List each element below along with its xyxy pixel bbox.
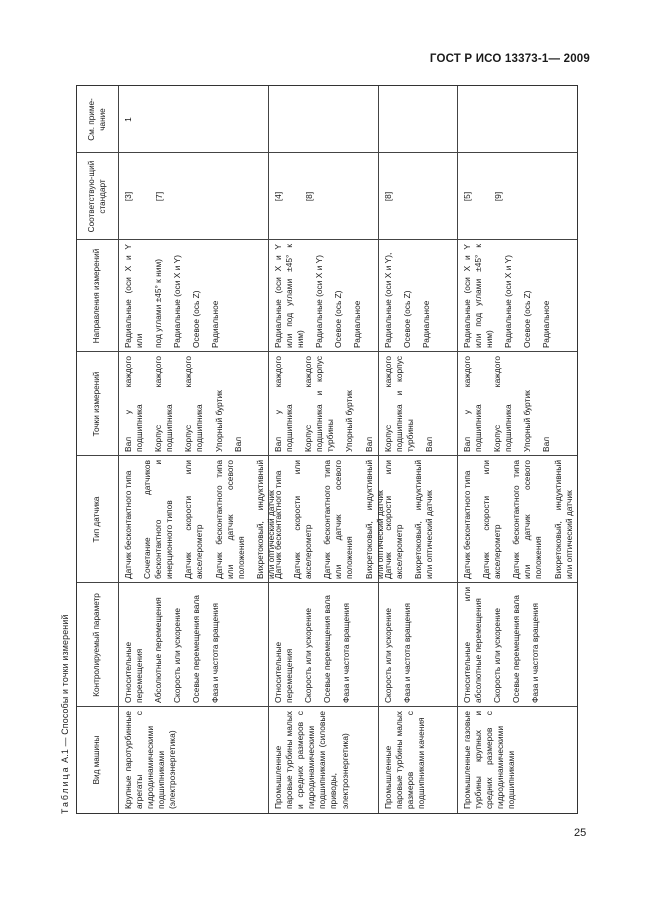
row-divider (457, 86, 458, 813)
param-item: Осевые перемещения вала (191, 595, 202, 703)
row2-sensors (271, 456, 396, 583)
param-item: Фаза и частота вращения (530, 603, 541, 703)
row3-directions (381, 240, 442, 352)
param-item: Скорость или ускорение (492, 607, 503, 703)
point-item: Упорный буртик (344, 390, 355, 452)
point-item: Вал (424, 436, 435, 452)
param-item: Относительные или абсолютные перемещения (462, 587, 484, 703)
standard-ref: [8] (304, 191, 315, 202)
point-item: Корпус каждого подшипника и корпус турбины (303, 356, 336, 452)
sensor-item: Вихретоковый, индуктивный или оптический датчик (363, 460, 385, 579)
point-item: Упорный буртик (213, 390, 224, 452)
row3-points (381, 352, 445, 456)
column-header-points: Точки измерений (92, 371, 102, 437)
column-header-machine: Вид машины (92, 735, 102, 785)
direction-item: Радиальные (оси X и Y или (123, 244, 145, 348)
direction-item: Осевое (ось Z) (402, 290, 413, 348)
point-item: Корпус каждого подшипника и корпус турбины (383, 356, 416, 452)
sensor-item: Датчик скорости или акселерометр (481, 460, 503, 579)
sensor-item: Вихретоковый, индуктивный или оптический датчик (254, 460, 276, 579)
direction-item: Радиальное (541, 300, 552, 348)
column-header-directions: Направления измерений (92, 248, 102, 344)
row1-points (121, 352, 254, 456)
point-item: Упорный буртик (522, 390, 533, 452)
point-item: Вал у каждого подшипника (273, 356, 295, 452)
sensor-item: Вихретоковый, индуктивный или оптический датчик (552, 460, 574, 579)
row2-machine: Промышленные паровые турбины малых и средних размеров с гидродинамическими подшипниками (силовые приводы, электроэнергетика) (273, 711, 350, 809)
sensor-item: Датчик скорости или акселерометр (292, 460, 314, 579)
standard-ref: [9] (493, 191, 504, 202)
sensor-item: Датчик бесконтактного типа или датчик осевого положения (511, 460, 544, 579)
param-item: Фаза и частота вращения (341, 603, 352, 703)
column-header-sensor: Тип датчика (92, 496, 102, 543)
param-item: Скорость или ускорение (383, 607, 393, 703)
row4-directions (460, 240, 563, 352)
caption-lead: Таблица (60, 765, 70, 814)
param-item: Скорость или ускорение (172, 607, 183, 703)
row1-params (121, 583, 232, 707)
row4-points (460, 352, 563, 456)
sensor-item: Датчик бесконтактного типа или датчик осевого положения (213, 460, 246, 579)
row4-standards (460, 153, 526, 240)
direction-item: под углами ±45° к ним) (153, 258, 164, 348)
page-number: 25 (574, 827, 587, 839)
sensor-item: Сочетание датчиков бесконтактного и инерционного типов (142, 460, 175, 579)
rotated-table-block (60, 85, 578, 814)
param-item: Скорость или ускорение (303, 607, 314, 703)
row3-params (381, 583, 423, 707)
column-header-standard: Соответствую-щий стандарт (86, 160, 107, 233)
sensor-item: Датчик скорости или акселерометр (383, 460, 405, 579)
direction-item: Радиальные (оси X и Y) (503, 255, 514, 348)
direction-item: Осевое (ось Z) (522, 290, 533, 348)
caption-text: А.1 — Способы и точки измерений (60, 614, 70, 766)
param-item: Фаза и частота вращения (402, 603, 413, 703)
row4-params (460, 583, 551, 707)
row1-sensors (121, 456, 287, 583)
direction-item: Радиальные (оси X и Y) (172, 255, 183, 348)
column-header-note: См. приме-чание (86, 98, 107, 141)
table-caption (60, 614, 72, 814)
row4-machine: Промышленные газовые турбины крупных и средних размеров с гидродинамическими подшипниками (462, 711, 517, 809)
param-item: Осевые перемещения вала (511, 595, 522, 703)
direction-item: Радиальное (352, 300, 363, 348)
point-item: Вал у каждого подшипника (123, 356, 145, 452)
point-item: Корпус каждого подшипника (183, 356, 205, 452)
column-header-parameter: Контролируемый параметр (92, 593, 102, 697)
row3-sensors (381, 456, 445, 583)
row1-directions (121, 240, 232, 352)
row4-sensors (460, 456, 585, 583)
sensor-item: Датчик бесконтактного типа или датчик осевого положения (322, 460, 355, 579)
row3-standards (381, 153, 416, 240)
direction-item: Радиальные (оси X и Y или под углами ±45° к ним) (273, 244, 306, 348)
row1-standards (121, 153, 187, 240)
standard-ref: [8] (383, 191, 393, 202)
param-item: Фаза и частота вращения (210, 603, 221, 703)
header-divider (118, 86, 119, 813)
row2-params (271, 583, 362, 707)
point-item: Корпус каждого подшипника (492, 356, 514, 452)
row1-note: 1 (123, 117, 133, 122)
param-item: Относительные перемещения (123, 641, 145, 703)
point-item: Вал у каждого подшипника (462, 356, 484, 452)
direction-item: Осевое (ось Z) (191, 290, 202, 348)
standard-ref: [3] (123, 191, 133, 202)
point-item: Вал (232, 436, 243, 452)
param-item: Осевые перемещения вала (322, 595, 333, 703)
sensor-item: Вихретоковый, индуктивный или оптический датчик (413, 460, 435, 579)
sensor-item: Датчик бесконтактного типа (123, 470, 133, 579)
sensor-item: Датчик скорости или акселерометр (183, 460, 205, 579)
direction-item: Радиальные (оси X и Y или под углами ±45° к ним) (462, 244, 495, 348)
direction-item: Радиальное (421, 300, 432, 348)
direction-item: Радиальные (оси X и Y) (314, 255, 325, 348)
point-item: Вал (541, 436, 552, 452)
direction-item: Радиальные (оси X и Y), (383, 252, 393, 348)
row-divider (268, 86, 269, 813)
standard-ref: [4] (273, 191, 283, 202)
sensor-item: Датчик бесконтактного типа (273, 470, 283, 579)
point-item: Вал (363, 436, 374, 452)
standard-ref: [7] (154, 191, 165, 202)
sensor-item: Датчик бесконтактного типа (462, 470, 472, 579)
direction-item: Осевое (ось Z) (333, 290, 344, 348)
row2-directions (271, 240, 374, 352)
point-item: Корпус каждого подшипника (153, 356, 175, 452)
row2-points (271, 352, 385, 456)
standard-ref: [5] (462, 191, 472, 202)
param-item: Абсолютные перемещения (153, 597, 164, 703)
document-header: ГОСТ Р ИСО 13373-1— 2009 (429, 53, 590, 65)
row3-machine: Промышленные паровые турбины малых размеров с подшипниками качения (383, 711, 427, 809)
param-item: Относительные перемещения (273, 641, 295, 703)
row2-standards (271, 153, 337, 240)
measurement-table (76, 85, 578, 814)
direction-item: Радиальное (210, 300, 221, 348)
row1-machine: Крупные паротурбинные агрегаты с гидродинамическими подшипниками (электроэнергетика) (123, 711, 178, 809)
